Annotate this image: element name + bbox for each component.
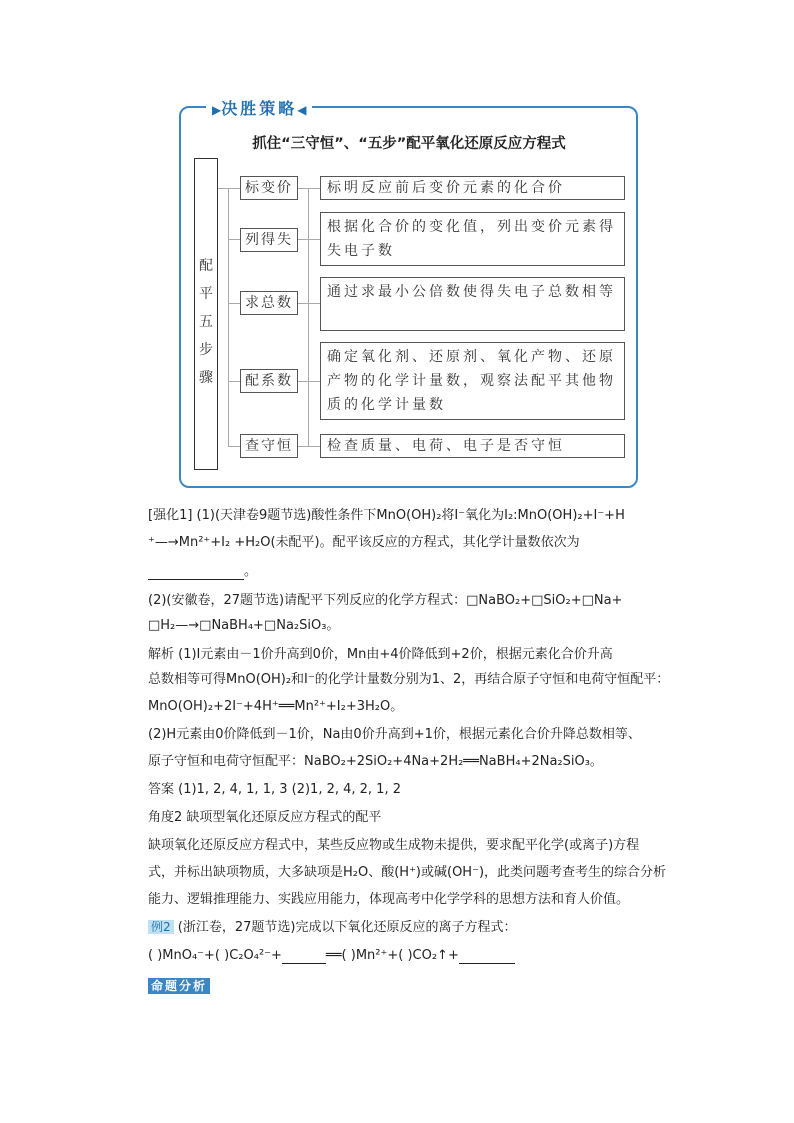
equation-blank-1[interactable] (282, 948, 326, 964)
step-box-2: 列得失 (240, 228, 298, 252)
angle-heading: 角度2 缺项型氧化还原反应方程式的配平 (148, 810, 382, 825)
vertical-label-char: 配 (199, 258, 213, 274)
trunk-line-left (228, 188, 229, 446)
vertical-label-char: 五 (199, 314, 213, 330)
step-desc-1: 标明反应前后变价元素的化合价 (320, 176, 625, 200)
step-desc-3: 通过求最小公倍数使得失电子总数相等 (320, 277, 625, 331)
analysis-line-4: (2)H元素由0价降低到－1价，Na由0价升高到+1价，根据元素化合价升降总数相等、 (148, 727, 641, 742)
step-box-1: 标变价 (240, 176, 298, 200)
answer-blank[interactable] (148, 564, 244, 580)
connector (298, 303, 320, 304)
analysis-line-3: MnO(OH)₂+2I⁻+4H⁺══Mn²⁺+I₂+3H₂O。 (148, 699, 404, 714)
strategy-heading: 抓住“三守恒”、“五步”配平氧化还原反应方程式 (252, 136, 566, 152)
connector (298, 239, 320, 240)
example-line: 例2 (浙江卷，27题节选)完成以下氧化还原反应的离子方程式： (148, 916, 516, 935)
question-2-line-2: □H₂—→□NaBH₄+□Na₂SiO₃。 (148, 618, 340, 633)
step-box-4: 配系数 (240, 369, 298, 393)
vertical-label-char: 骤 (199, 370, 213, 386)
question-2-line-1: (2)(安徽卷，27题节选)请配平下列反应的化学方程式：□NaBO₂+□SiO₂+□Na+ (148, 593, 623, 608)
arrow-right-icon: ▶ (212, 103, 222, 117)
arrow-left-icon: ◀ (297, 103, 307, 117)
vertical-label-char: 步 (199, 342, 213, 358)
trunk-line-right (308, 188, 309, 446)
step-box-3: 求总数 (240, 291, 298, 315)
vertical-label-char: 平 (199, 286, 213, 302)
strategy-title: ▶决胜策略◀ (206, 96, 312, 119)
connector (298, 381, 320, 382)
connector (228, 303, 240, 304)
step-desc-2: 根据化合价的变化值，列出变价元素得失电子数 (320, 212, 625, 266)
equation-line: ( )MnO₄⁻+( )C₂O₄²⁻+ ══( )Mn²⁺+( )CO₂↑+ (148, 948, 515, 964)
paragraph-line-3: 能力、逻辑推理能力、实践应用能力，体现高考中化学学科的思想方法和育人价值。 (148, 892, 630, 907)
analysis-line-1: 解析 (1)I元素由－1价升高到0价，Mn由+4价降低到+2价，根据元素化合价升高 (148, 647, 613, 662)
question-1-line-3: 。 (148, 560, 257, 580)
connector (228, 446, 240, 447)
vertical-label (194, 252, 218, 392)
paragraph-line-2: 式，并标出缺项物质，大多缺项是H₂O、酸(H⁺)或碱(OH⁻)，此类问题考查考生的综合分析 (148, 865, 667, 880)
equation-blank-2[interactable] (459, 948, 515, 964)
paragraph-line-1: 缺项氧化还原反应方程式中，某些反应物或生成物未提供，要求配平化学(或离子)方程 (148, 838, 640, 853)
step-desc-5: 检查质量、电荷、电子是否守恒 (320, 434, 625, 458)
analysis-line-2: 总数相等可得MnO(OH)₂和I⁻的化学计量数分别为1、2，再结合原子守恒和电荷守恒配平： (148, 672, 670, 687)
question-1-line-2: ⁺—→Mn²⁺+I₂ +H₂O(未配平)。配平该反应的方程式，其化学计量数依次为 (148, 535, 580, 550)
answer-line: 答案 (1)1, 2, 4, 1, 1, 3 (2)1, 2, 4, 2, 1, 2 (148, 782, 401, 797)
analysis-line-5: 原子守恒和电荷守恒配平：NaBO₂+2SiO₂+4Na+2H₂══NaBH₄+2Na₂SiO₃。 (148, 754, 603, 769)
connector (218, 188, 240, 189)
question-1-line-1: [强化1] (1)(天津卷9题节选)酸性条件下MnO(OH)₂将I⁻氧化为I₂:MnO(OH)₂+I⁻+H (148, 508, 625, 523)
connector (298, 446, 320, 447)
connector (228, 239, 240, 240)
connector (298, 188, 320, 189)
step-box-5: 查守恒 (240, 434, 298, 458)
step-desc-4: 确定氧化剂、还原剂、氧化产物、还原产物的化学计量数，观察法配平其他物质的化学计量数 (320, 342, 625, 420)
example-tag: 例2 (148, 920, 174, 934)
analysis-stamp: 命题分析 (148, 977, 210, 994)
connector (228, 381, 240, 382)
